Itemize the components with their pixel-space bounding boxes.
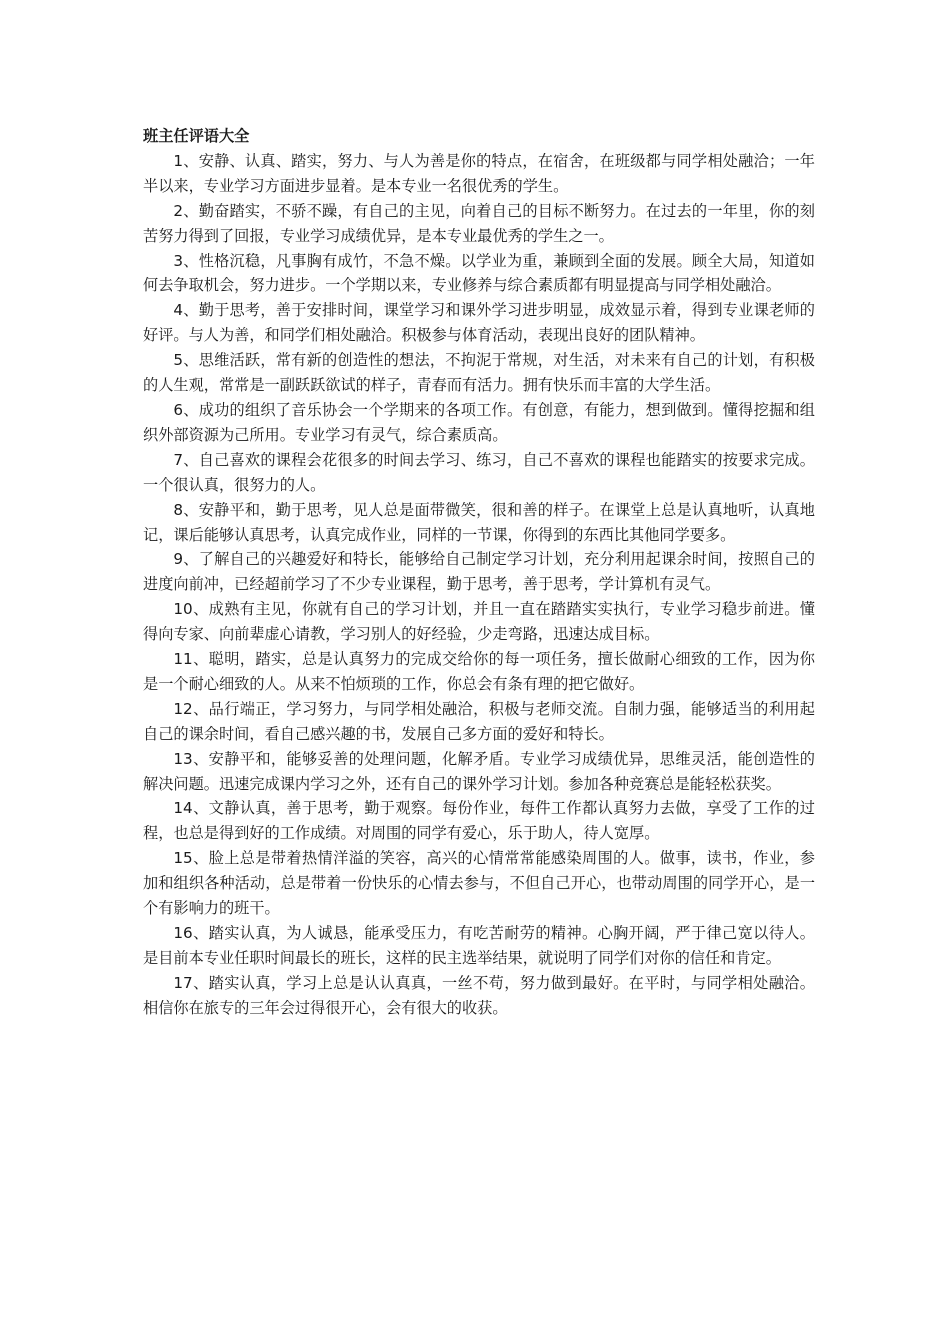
comment-paragraph-4: 4、勤于思考，善于安排时间，课堂学习和课外学习进步明显，成效显示着，得到专业课老师的好评。与人为善，和同学们相处融洽。积极参与体育活动，表现出良好的团队精神。 [143, 301, 815, 345]
comment-paragraph-13: 13、安静平和，能够妥善的处理问题，化解矛盾。专业学习成绩优异，思维灵活，能创造性的解决问题。迅速完成课内学习之外，还有自己的课外学习计划。参加各种竞赛总是能轻松获奖。 [143, 749, 815, 793]
comment-paragraph-1: 1、安静、认真、踏实，努力、与人为善是你的特点，在宿舍，在班级都与同学相处融洽；一年半以来，专业学习方面进步显着。是本专业一名很优秀的学生。 [143, 151, 815, 195]
comment-paragraph-17: 17、踏实认真，学习上总是认认真真，一丝不苟，努力做到最好。在平时，与同学相处融洽。相信你在旅专的三年会过得很开心，会有很大的收获。 [143, 973, 815, 1017]
comment-paragraph-9: 9、了解自己的兴趣爱好和特长，能够给自己制定学习计划，充分利用起课余时间，按照自己的进度向前冲，已经超前学习了不少专业课程，勤于思考，善于思考，学计算机有灵气。 [143, 550, 815, 594]
comment-paragraph-5: 5、思维活跃，常有新的创造性的想法，不拘泥于常规，对生活，对未来有自己的计划，有积极的人生观，常常是一副跃跃欲试的样子，青春而有活力。拥有快乐而丰富的大学生活。 [143, 351, 815, 395]
comment-paragraph-14: 14、文静认真，善于思考，勤于观察。每份作业，每件工作都认真努力去做，享受了工作的过程，也总是得到好的工作成绩。对周围的同学有爱心，乐于助人，待人宽厚。 [143, 799, 815, 843]
comment-paragraph-2: 2、勤奋踏实，不骄不躁，有自己的主见，向着自己的目标不断努力。在过去的一年里，你的刻苦努力得到了回报，专业学习成绩优异，是本专业最优秀的学生之一。 [143, 201, 815, 245]
comment-paragraph-11: 11、聪明，踏实，总是认真努力的完成交给你的每一项任务，擅长做耐心细致的工作，因为你是一个耐心细致的人。从来不怕烦琐的工作，你总会有条有理的把它做好。 [143, 650, 815, 693]
comment-paragraph-7: 7、自己喜欢的课程会花很多的时间去学习、练习，自己不喜欢的课程也能踏实的按要求完成。一个很认真，很努力的人。 [143, 450, 815, 494]
comment-paragraph-10: 10、成熟有主见，你就有自己的学习计划，并且一直在踏踏实实执行，专业学习稳步前进。懂得向专家、向前辈虚心请教，学习别人的好经验，少走弯路，迅速达成目标。 [143, 600, 815, 644]
comment-paragraph-6: 6、成功的组织了音乐协会一个学期来的各项工作。有创意，有能力，想到做到。懂得挖掘和组织外部资源为己所用。专业学习有灵气，综合素质高。 [143, 400, 815, 444]
document-body [143, 124, 815, 1021]
comment-paragraph-3: 3、性格沉稳，凡事胸有成竹，不急不燥。以学业为重，兼顾到全面的发展。顾全大局，知道如何去争取机会，努力进步。一个学期以来，专业修养与综合素质都有明显提高与同学相处融洽。 [143, 251, 815, 295]
comment-paragraph-15: 15、脸上总是带着热情洋溢的笑容，高兴的心情常常能感染周围的人。做事，读书，作业，参加和组织各种活动，总是带着一份快乐的心情去参与，不但自己开心，也带动周围的同学开心，是一个有影响力的班干。 [143, 849, 815, 918]
comment-paragraph-8: 8、安静平和，勤于思考，见人总是面带微笑，很和善的样子。在课堂上总是认真地听，认真地记，课后能够认真思考，认真完成作业，同样的一节课，你得到的东西比其他同学要多。 [143, 500, 815, 544]
comment-paragraph-12: 12、品行端正，学习努力，与同学相处融洽，积极与老师交流。自制力强，能够适当的利用起自己的课余时间，看自己感兴趣的书，发展自己多方面的爱好和特长。 [143, 699, 815, 743]
document-title: 班主任评语大全 [143, 127, 250, 145]
comment-paragraph-16: 16、踏实认真，为人诚恳，能承受压力，有吃苦耐劳的精神。心胸开阔，严于律己宽以待人。是目前本专业任职时间最长的班长，这样的民主选举结果，就说明了同学们对你的信任和肯定。 [143, 924, 815, 967]
